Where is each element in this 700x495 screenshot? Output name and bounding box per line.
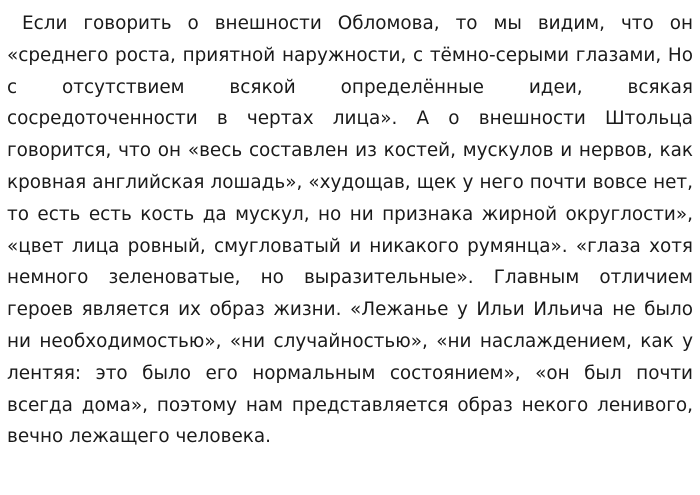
body-paragraph: Если говорить о внешности Обломова, то мы видим, что он «среднего роста, приятной наружности, с тёмно-серыми глазами, Но с отсутствием всякой определённые идеи, всякая сосредоточенности в чертах лица». А о внешности Штольца говорится, что он «весь составлен из костей, мускулов и нервов, как кровная английская лошадь», «худощав, щек у него почти вовсе нет, то есть есть кость да мускул, но ни признака жирной округлости», «цвет лица ровный, смугловатый и никакого румянца». «глаза хотя немного зеленоватые, но выразительные». Главным отличием героев является их образ жизни. «Лежанье у Ильи Ильича не было ни необходимостью», «ни случайностью», «ни наслаждением, как у лентяя: это было его нормальным состоянием», «он был почти всегда дома», поэтому нам представляется образ некого ленивого, вечно лежащего человека. [7, 13, 693, 448]
